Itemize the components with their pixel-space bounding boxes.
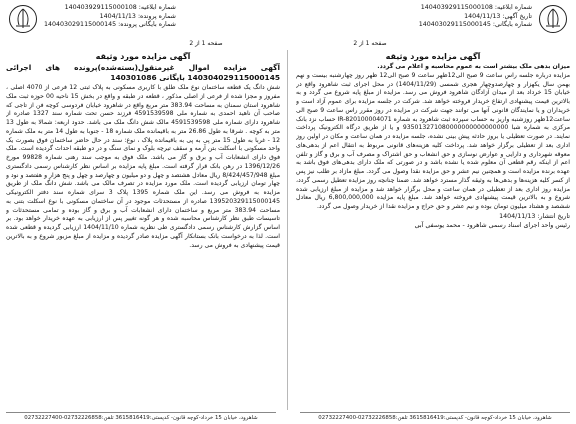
page-number: صفحه 1 از 2: [353, 40, 387, 47]
judiciary-emblem-icon: [8, 4, 38, 34]
announcement-left-column: [6, 52, 280, 408]
reference-numbers-right: [419, 4, 532, 30]
announcement-title: آگهی مزایده مورد وثیقه: [95, 52, 191, 61]
footer-address: شاهرود، خیابان 15 خرداد-کوچه قانون- کدپستی:3615816419 تلفن:02732226858-02732227400: [24, 415, 258, 421]
footer-address: شاهرود، خیابان 15 خرداد-کوچه قانون- کدپستی:3615816419 تلفن:02732226858-02732227400: [318, 415, 552, 421]
announcement-title: آگهی مزایده مورد وثیقه: [385, 52, 481, 61]
announcement-subtitle: آگهی مزایده اموال غیرمنقول(بسته‌شده)پرونده های اجرائی 140304029115000145 بایگانی 140301086: [6, 63, 280, 82]
page-number: صفحه 1 از 2: [189, 40, 223, 47]
announcement-right-column: [296, 52, 570, 408]
footer-divider: [6, 412, 276, 413]
announcement-signature: تاریخ انتشار: 1404/11/13 رئیس واحد اجرای اسناد رسمی شاهرود - محمد یوسفی آبی: [414, 212, 570, 229]
document-header: [0, 0, 576, 48]
announcement-body: مزایده درباره جلسه راس ساعت 9 صبح الی12ظهر ساعت 9 صبح الی12 ظهر روز چهارشنبه بیست و نهم بهمن سال یکهزار و چهارصدوچهار هجری شمسی (1404/11/29) در محل اجرای ثبت شاهرود واقع در خیابان 15 خرداد بعد از میدان آزادگان شاهرود فروش می رسد. مزایده از مبلغ پایه شروع می گردد و به بالاترین قیمت پیشنهادی ارتفاع خریدار فروخته خواهد شد. شرکت در جلسه مزایده برای عموم آزاد است و خریداران و یا نمایندگان قانونی آنها می توانند جهت شرکت در مزایده در روز مقرر راس ساعت 9 صبح الی ساعت12ظهر روزشنبه واریز به حساب سپرده ثبت شاهرود به شماره IR-820100004071 حساب نزد بانک مرکزی به شماره شبا 935013271080000000000000000 و یا از طریق درگاه الکترونیک پرداخت نمایند. در صورت تعطیلی یا بروز حادثه پیش بینی نشده، جلسه مزایده در همان ساعت و مکان در اولین روز اداری بعد از تعطیلی برگزار خواهد شد. پرداخت کلیه هزینه‌های قانونی مربوط به انتقال اعم از بدهی‌های معوقه شهرداری و دارایی و عوارض نوسازی و حق انشعاب و حق اشتراک و مصرف آب و برق و گاز و تلفن اعم از اینکه رقم قطعی آن معلوم شده یا نشده باشد و در صورتی که ملک دارای بدهی‌های فوق باشد به عهده برنده مزایده است و همچنین نیم عشر و حق مزایده نقدا وصول می گردد. مبلغ مازاد بر طلب نیز پس از کسر کلیه هزینه‌ها و بدهی‌ها به وثیقه گذار مسترد خواهد شد. ضمنا چنانچه روز مزایده تعطیل رسمی گردد، مزایده روز اداری بعد از تعطیلی در همان ساعت و محل برگزار خواهد شد و مزایده از مبلغ ارزیابی شده شروع و به بالاترین قیمت پیشنهادی فروخته خواهد شد. مبلغ پایه مزایده 6,800,000,000 ریال معادل ششصد و هشتاد میلیون تومان بوده و نیم عشر و حق حراج و مزایده نقدا از خریدار وصول می گردد.: [296, 71, 570, 210]
reference-line: شماره پرونده: 1404/11/13: [99, 12, 176, 20]
reference-line: شماره بایگانی: 140403029115000145: [418, 21, 532, 29]
announcement-intro: میزان بدهی ملک بیشتر است به عموم محاسبه و اعلام می گردد.: [377, 63, 570, 70]
reference-numbers-left: [44, 4, 176, 30]
reference-line: تاریخ آگهی: 1404/11/13: [464, 12, 532, 20]
footer-divider: [300, 412, 570, 413]
reference-line: شماره ابلاغیه: 140403929115000108: [64, 4, 176, 11]
judiciary-emblem-icon: [538, 4, 568, 34]
reference-line: شماره بایگانی پرونده: 140403029115000145: [44, 21, 176, 29]
column-divider: [287, 50, 288, 410]
announcement-body: شش دانگ یک قطعه ساختمان نوع ملک طلق با کاربری مسکونی به پلاک ثبتی 12 فرعی از 4070 اصلی ، مفروز و مجزا شده از فرعی از اصلی مذکور ، قطعه در طبقه و واقع در بخش 15 ناحیه 00 حوزه ثبت ملک شاهرود استان سمنان به مساحت 383.94 متر مربع واقع در شاهرود خیابان فردوسی کوچه فن از تاجی که صاحب آن ناهید احمدی به شماره ملی 4591539598 فرزند حسن تحت شماره سند 1327 صادره از شاهرود دارای شماره ملی 4591539598 مالک شش دانگ ملک می باشد. حدود اربعه: شمالا به طول 13 متر به کوچه . شرقا به طول 26.86 متر به باقیمانده ملک شماره 18 - جنوبا به طول 14 متر به ملک شماره 12 - غربا به طول 15 متر پی به پی به باقیمانده پلاک ، نوع: سند در حال حاضر ساختمان فوق بصورت یک واحد مسکونی با اسکلت بتن آرمه و سقف تیرچه بلوک و نمای سنگ و در دو طبقه احداث گردیده است. ملک فوق دارای انشعابات آب و برق و گاز می باشد. ملک فوق به موجب سند رهنی شماره 99828 مورخ 1396/12/26 در رهن بانک قرار گرفته است. مبلغ پایه مزایده بر اساس نظر کارشناس رسمی دادگستری مبلغ 8/424/457/948 ریال معادل هشتصد و چهل و دو میلیون و چهارصد و چهل و پنج هزار و هفتصد و نود و چهار تومان ارزیابی گردیده است. ملک مورد مزایده در تصرف مالک می باشد. شش دانگ ملک از طریق مزایده به فروش می رسد. این ملک شماره 1395 پلاک 3 سرای شماره سند دفتر الکترونیکی 139520329115000145 صادره از مستحدثات موجود در آن ساختمان مسکونی با نوع اسکلت بتنی به مساحت 383.94 متر مربع و ساختمان دارای انشعابات آب و برق و گاز بوده و تمامی مستحدثات و تاسیسات طبق نظر کارشناس محاسبه شده و هر گونه تغییر پس از ارزیابی به عهده خریدار خواهد بود. بر اساس گزارش کارشناس رسمی دادگستری طی نظریه شماره 1404/11/10 ارزیابی گردیده و قطعی شده است. لذا به درخواست بانک بستانکار آگهی مزایده صادر گردیده و مزایده از مبلغ مزبور شروع و به بالاترین قیمت پیشنهادی به فروش می رسد.: [6, 84, 280, 249]
reference-line: شماره ابلاغیه: 140403929115000108: [420, 4, 532, 11]
